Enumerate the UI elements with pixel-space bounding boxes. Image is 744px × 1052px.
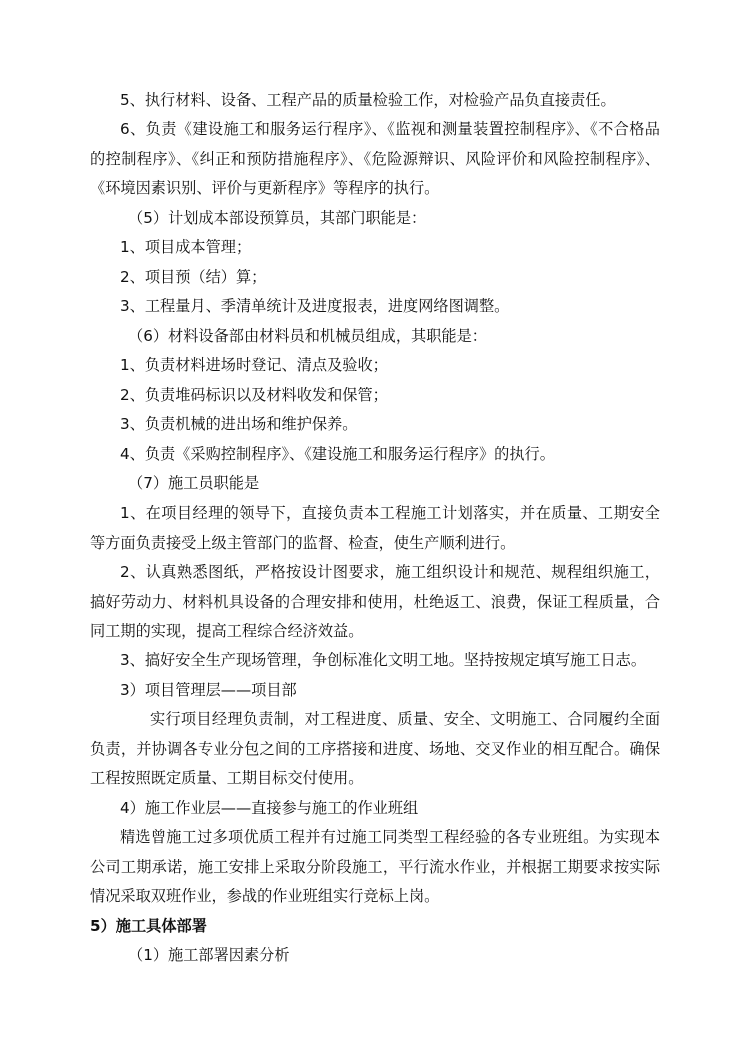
paragraph-project-manager-responsibility: 实行项目经理负责制，对工程进度、质量、安全、文明施工、合同履约全面负责，并协调各专业分包之间的工序搭接和进度、场地、交叉作业的相互配合。确保工程按照既定质量、工期目标交付使用。	[90, 710, 660, 788]
paragraph-cost-item-1: 1、项目成本管理；	[120, 238, 252, 256]
paragraph-item-5-inspection: 5、执行材料、设备、工程产品的质量检验工作，对检验产品负直接责任。	[120, 91, 616, 109]
paragraph-material-item-1: 1、负责材料进场时登记、清点及验收；	[120, 356, 388, 374]
paragraph-cost-item-3: 3、工程量月、季清单统计及进度报表，进度网络图调整。	[120, 297, 510, 315]
paragraph-material-item-3: 3、负责机械的进出场和维护保养。	[120, 415, 358, 433]
paragraph-cost-item-2: 2、项目预（结）算；	[120, 268, 267, 286]
section-heading-constructor: （7）施工员职能是	[128, 474, 260, 492]
paragraph-material-item-4: 4、负责《采购控制程序》、《建设施工和服务运行程序》的执行。	[120, 445, 555, 463]
subsection-heading-deployment-analysis: （1）施工部署因素分析	[128, 946, 290, 964]
section-heading-material-dept: （6）材料设备部由材料员和机械员组成，其职能是：	[128, 327, 487, 345]
paragraph-work-teams: 精选曾施工过多项优质工程并有过施工同类型工程经验的各专业班组。为实现本公司工期承诺，施工安排上采取分阶段施工，平行流水作业，并根据工期要求按实际情况采取双班作业，参战的作业班组实行竞标上岗。	[90, 828, 660, 906]
section-heading-work-layer: 4）施工作业层——直接参与施工的作业班组	[120, 799, 419, 817]
paragraph-item-6-procedures: 6、负责《建设施工和服务运行程序》、《监视和测量装置控制程序》、《不合格品的控制程序》、《纠正和预防措施程序》、《危险源辩识、风险评价和风险控制程序》、《环境因素识别、评价与更新程序》等程序的执行。	[90, 120, 660, 198]
paragraph-constructor-item-2: 2、认真熟悉图纸，严格按设计图要求，施工组织设计和规范、规程组织施工，搞好劳动力、材料机具设备的合理安排和使用，杜绝返工、浪费，保证工程质量，合同工期的实现，提高工程综合经济效益。	[90, 563, 660, 641]
paragraph-material-item-2: 2、负责堆码标识以及材料收发和保管；	[120, 386, 388, 404]
paragraph-constructor-item-3: 3、搞好安全生产现场管理，争创标准化文明工地。坚持按规定填写施工日志。	[120, 651, 647, 669]
paragraph-constructor-item-1: 1、在项目经理的领导下，直接负责本工程施工计划落实，并在质量、工期安全等方面负责接受上级主管部门的监督、检查，使生产顺利进行。	[90, 504, 660, 552]
section-heading-construction-deployment: 5）施工具体部署	[90, 917, 207, 935]
section-heading-project-management: 3）项目管理层——项目部	[120, 681, 297, 699]
section-heading-cost-dept: （5）计划成本部设预算员，其部门职能是：	[128, 209, 427, 227]
